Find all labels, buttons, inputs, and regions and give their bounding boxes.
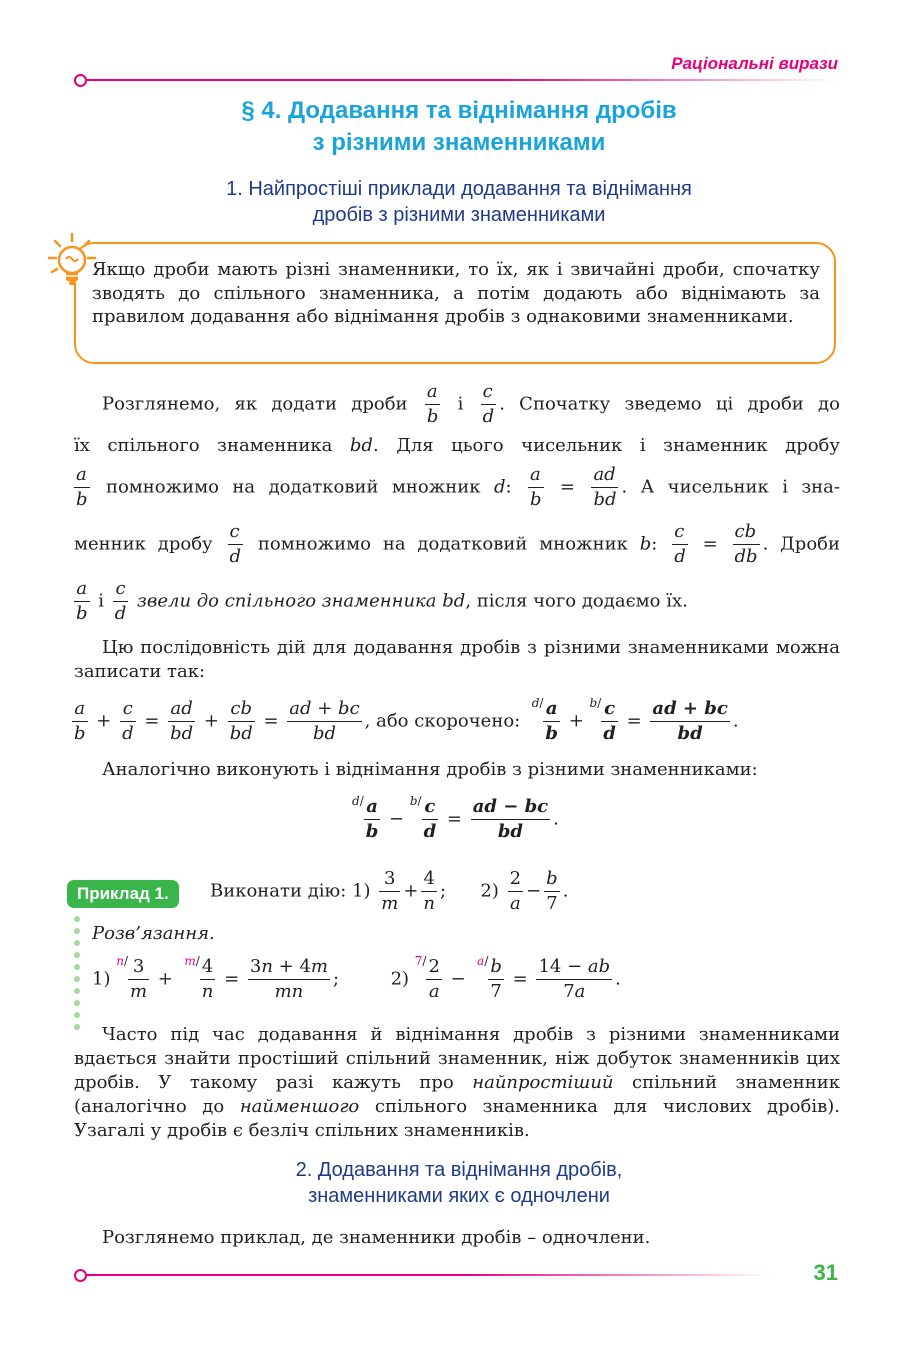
addition-formula: $\frac{a}{b}$ + $\frac{c}{d}$ = $\frac{ad}{bd}$ + $\frac{cb}{bd}$ = $\frac{ad + bc}{bd}$ , або скорочено: $^{d/}$ $\frac{a}{b}$ + $^{b/}$ $\frac{c}{d}$ = $\frac{ad + bc}{bd}$ . (74, 696, 739, 744)
fraction-b-over-7: $\frac{b}{7}$ (490, 956, 502, 1002)
example-badge: Приклад 1. (67, 880, 179, 908)
fraction-b-over-7: $\frac{b}{7}$ (546, 868, 558, 914)
para4-text: спільного знаменника для числових дробів). Узагалі у дробів є безліч спільних знаменників. (74, 1096, 840, 1141)
fraction-c-over-d: $\frac{c}{d}$ (229, 521, 242, 567)
fraction-c-over-d-bold: $\frac{c}{d}$ (423, 796, 437, 842)
fraction-cb-over-bd: $\frac{cb}{bd}$ (229, 698, 253, 744)
fraction-a-over-b: $\frac{a}{b}$ (76, 578, 88, 624)
subsection-1-title (0, 176, 918, 228)
fraction-ad-over-bd: $\frac{ad}{bd}$ (593, 464, 617, 510)
example-task: Виконати дію: 1) $\frac{3}{m}$ + $\frac{4}{n}$ ; 2) $\frac{2}{a}$ − $\frac{b}{7}$ . (210, 868, 569, 914)
section-title-line1: § 4. Додавання та віднімання дробів (241, 97, 677, 124)
fraction-solution-1: $\frac{3n + 4m}{mn}$ (249, 956, 328, 1002)
fraction-3-over-m: $\frac{3}{m}$ (381, 868, 399, 914)
example-part2-label: 2) (480, 880, 499, 902)
para2 (74, 636, 840, 684)
example-task-text: Виконати дію: 1) (210, 880, 371, 902)
solution-label: Розв’язання. (92, 923, 215, 944)
fraction-3-over-m: $\frac{3}{m}$ (130, 956, 148, 1002)
fraction-a-over-b: $\frac{a}{b}$ (76, 464, 88, 510)
para1-and: і (457, 393, 464, 415)
para1-text: помножимо на додатковий множник (105, 476, 481, 498)
solution-part2-label: 2) (390, 968, 410, 990)
fraction-cb-over-db: $\frac{cb}{db}$ (734, 521, 758, 567)
footer-rule (84, 1274, 774, 1276)
or-short-text: , або скорочено: (364, 710, 521, 732)
solution-part1-label: 1) (92, 968, 111, 990)
fraction-2-over-a: $\frac{2}{a}$ (509, 868, 522, 914)
para1-text: . Спочатку зведемо ці дроби до (499, 393, 840, 415)
fraction-c-over-d: $\frac{c}{d}$ (114, 578, 127, 624)
fraction-a-over-b: $\frac{a}{b}$ (529, 464, 542, 510)
multiplier-d: d (493, 476, 506, 498)
para3-text: Аналогічно виконують і віднімання дробів з різними знаменниками: (102, 759, 758, 780)
solution-dots (74, 916, 80, 1036)
fraction-4-over-n: $\frac{4}{n}$ (423, 868, 435, 914)
fraction-sum-bold: $\frac{ad + bc}{bd}$ (652, 698, 728, 744)
fraction-2-over-a: $\frac{2}{a}$ (428, 956, 440, 1002)
para3 (102, 758, 840, 782)
lightbulb-icon (48, 232, 96, 296)
para1-line2 (74, 434, 840, 458)
fraction-c-over-d: $\frac{c}{d}$ (122, 698, 134, 744)
footer-rule-dot (74, 1269, 87, 1282)
fraction-solution-2: $\frac{14 - ab}{7a}$ (538, 956, 611, 1002)
solution-line: 1) $^{n/}$ $\frac{3}{m}$ + $^{m/}$ $\frac{4}{n}$ = $\frac{3n + 4m}{mn}$ ; 2) $^{7/}$ $\frac{2}{a}$ − $^{a/}$ $\frac{b}{7}$ = $\frac{14 - ab}{7a}$ . (92, 954, 621, 1002)
fraction-sum: $\frac{ad + bc}{bd}$ (289, 698, 360, 744)
para1-line4: менник дробу $\frac{c}{d}$ помножимо на додатковий множник b: $\frac{c}{d}$ = $\frac{cb}{db}$ . Дроби (74, 521, 840, 567)
subsection-2-line2: знаменниками яких є одночлени (308, 1185, 610, 1207)
para1-text: . А чисельник і зна- (621, 476, 840, 498)
para2-text: Цю послідовність дій для додавання дробів з різними знаменниками можна записати так: (74, 637, 840, 682)
running-header: Раціональні вирази (671, 54, 838, 73)
para1-text: . Для цього чисельник і знаменник дробу (372, 435, 840, 456)
header-rule (84, 79, 840, 81)
subsection-2-title (0, 1157, 918, 1209)
subtraction-formula: $^{d/}$ $\frac{a}{b}$ − $^{b/}$ $\frac{c}{d}$ = $\frac{ad - bc}{bd}$ . (352, 794, 559, 842)
fraction-a-over-b-bold: $\frac{a}{b}$ (545, 698, 559, 744)
para1-text: їх спільного знаменника (74, 435, 333, 456)
para5: Розглянемо приклад, де знаменники дробів – одночлени. (102, 1227, 651, 1248)
fraction-a-over-b-bold: $\frac{a}{b}$ (365, 796, 379, 842)
fraction-ad-over-bd: $\frac{ad}{bd}$ (170, 698, 194, 744)
para1-line1 (102, 380, 840, 429)
fraction-c-over-d: $\frac{c}{d}$ (674, 521, 686, 567)
page-number: 31 (813, 1260, 838, 1285)
para4-text: Часто під час додавання й віднімання дробів з різними знаменниками вдається знайти простіший спільний знаменник, ніж добуток знаменників цих дробів. У такому разі кажуть про (74, 1024, 840, 1093)
fraction-difference-bold: $\frac{ad - bc}{bd}$ (472, 796, 549, 842)
subsection-1-line2: дробів з різними знаменниками (312, 204, 606, 226)
fraction-4-over-n: $\frac{4}{n}$ (201, 956, 214, 1002)
para4-emphasis: найпростіший (472, 1072, 614, 1093)
para1-text: , після чого додаємо їх. (465, 590, 688, 612)
section-title-line2: з різними знаменниками (312, 129, 606, 156)
denominator-bd: bd (442, 590, 466, 612)
para4-emphasis: найменшого (239, 1096, 360, 1117)
para1-text: менник дробу (74, 533, 213, 555)
fraction-a-over-b: $\frac{a}{b}$ (74, 698, 86, 744)
para4 (74, 1023, 840, 1143)
para4-text: спільний знаменник (аналогічно до (74, 1072, 840, 1117)
fraction-a-over-b: $\frac{a}{b}$ (426, 381, 439, 427)
fraction-c-over-d: $\frac{c}{d}$ (482, 381, 495, 427)
para1-line5 (74, 577, 840, 626)
para1-text: Розглянемо, як додати дроби (102, 393, 408, 415)
header-rule-dot (74, 74, 87, 87)
para1-emphasis: звели до спільного знаменника (137, 590, 437, 612)
multiplier-b: b (639, 533, 652, 555)
section-title (0, 95, 918, 159)
fraction-c-over-d-bold: $\frac{c}{d}$ (603, 698, 616, 744)
para1-text: . Дроби (762, 533, 840, 555)
subsection-1-line1: 1. Найпростіші приклади додавання та віднімання (226, 178, 692, 200)
denominator-bd: bd (349, 435, 373, 456)
para1-text: помножимо на додатковий множник (257, 533, 628, 555)
para1-and: і (98, 590, 105, 612)
subsection-2-line1: 2. Додавання та віднімання дробів, (295, 1159, 623, 1181)
para1-line3: $\frac{a}{b}$ помножимо на додатковий множник d: $\frac{a}{b}$ = $\frac{ad}{bd}$ . А чисельник і зна- (76, 464, 840, 510)
rule-text: Якщо дроби мають різні знаменники, то їх, як і звичайні дроби, спочатку зводять до спільного знаменника, а потім додають або віднімають за правилом додавання або віднімання дробів з однаковими знаменниками. (92, 259, 820, 327)
